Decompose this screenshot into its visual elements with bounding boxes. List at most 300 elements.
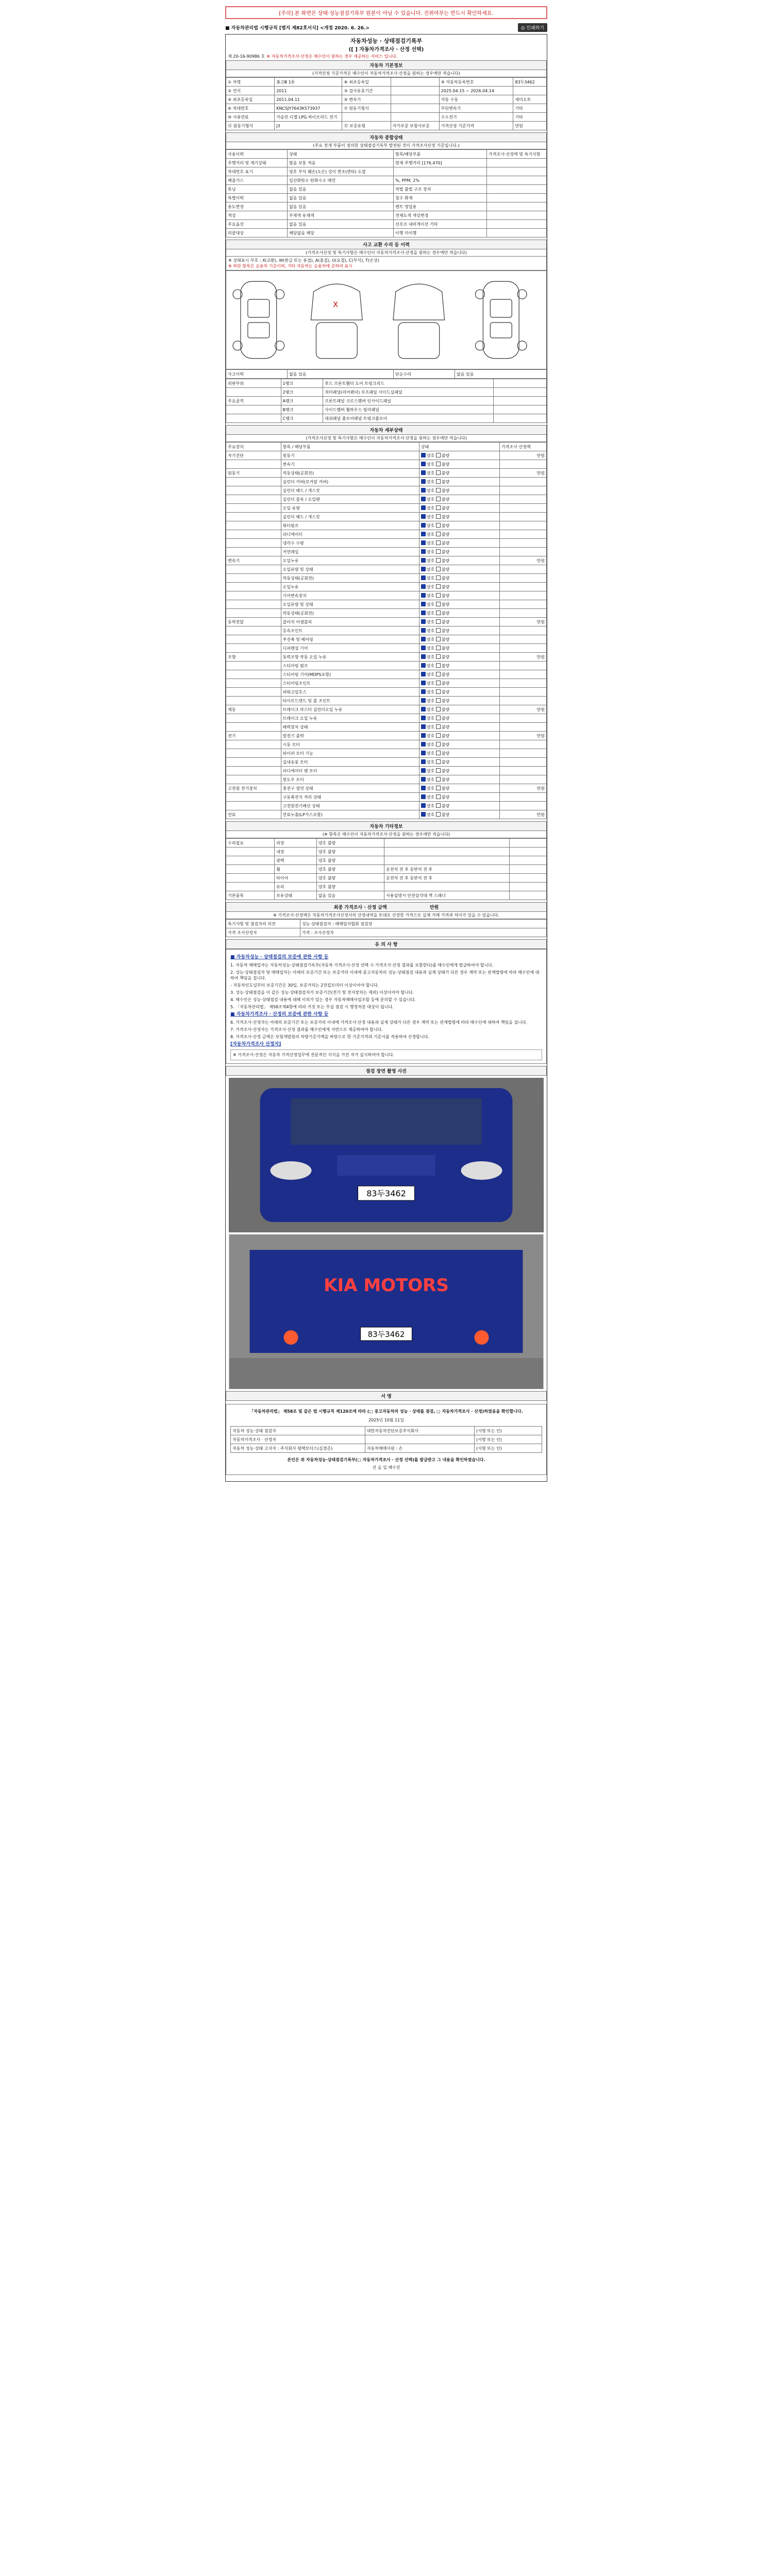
notice2-item: 6. 가격조사·산정자는 아래의 보증기간 또는 보증거리 이내에 가격조사·산정 내용과 실제 상태가 다른 경우 계약 또는 관계법령에 따라 매수인에 대하여 책임을 집니다. [230,1020,528,1025]
detail-item-cell: 연료누출(LP가스포함) [281,810,419,819]
basic-subnote: (가격산정 기준가격은 매수인이 자동차가격조사·산정을 원하는 경우에만 적습니다) [226,70,547,77]
checkbox-bad [436,812,441,817]
repair-value: 없음 있음 [455,370,546,379]
sign-cell: 자동차매매사원 : 손 [365,1444,474,1453]
state-bad-label: 불량 [441,681,450,686]
detail-price-cell [500,697,547,705]
detail-group-cell [226,565,281,574]
basic-cell: 83두3462 [513,78,547,87]
state-good-label: 양호 [426,768,436,773]
detail-price-cell [500,775,547,784]
checkbox-good [421,786,426,790]
state-bad-label: 불량 [441,724,450,730]
basic-cell: ⑪ 원동기형식 [226,122,275,130]
detail-row [226,451,547,460]
checkbox-bad [436,558,441,563]
basic-cell: 가솔린 디젤 LPG 하이브리드 전기 [275,113,342,122]
state-bad-label: 불량 [441,497,450,502]
checkbox-good [421,742,426,747]
basic-table [226,77,547,130]
detail-state-cell [419,758,499,767]
checkbox-good [421,663,426,668]
accident-cell [493,414,546,423]
detail-group-cell [226,767,281,775]
state-good-label: 양호 [426,532,436,537]
state-good-label: 양호 [426,812,436,817]
accident-label: 사고이력 [226,370,288,379]
detail-row [226,460,547,469]
state-good-label: 양호 [426,751,436,756]
state-bad-label: 불량 [441,777,450,782]
detail-price-cell [500,609,547,618]
basic-cell [391,104,439,113]
detail-group-cell [226,749,281,758]
condition-cell: 없음 있음 [287,194,393,202]
state-good-label: 양호 [426,794,436,800]
checkbox-good [421,488,426,493]
detail-item-cell: 오일 유량 [281,504,419,513]
checkbox-good [421,724,426,729]
checkbox-bad [436,672,441,676]
detail-item-cell: 실린더 블록 / 오일팬 [281,495,419,504]
basic-cell: 만원 [513,122,547,130]
detail-header-cell: 상태 [419,443,499,451]
other-row [226,848,547,856]
other-cell [510,856,547,865]
detail-state-cell [419,749,499,758]
state-good-label: 양호 [426,803,436,808]
detail-state-cell [419,556,499,565]
condition-cell: 없음 있음 [287,220,393,229]
detail-header-cell: 주요장치 [226,443,281,451]
detail-price-cell [500,635,547,644]
state-bad-label: 불량 [441,742,450,747]
detail-state-cell [419,521,499,530]
detail-row [226,469,547,478]
checkbox-bad [436,681,441,685]
state-bad-label: 불량 [441,698,450,703]
detail-group-cell [226,548,281,556]
checkbox-bad [436,724,441,729]
basic-cell: 세미오토 [513,95,547,104]
checkbox-bad [436,698,441,703]
accident-table [226,379,547,423]
detail-header-cell: 항목 / 해당부품 [281,443,419,451]
detail-state-cell [419,802,499,810]
detail-state-cell [419,670,499,679]
checkbox-bad [436,733,441,738]
checkbox-good [421,794,426,799]
other-cell: 보유상태 [275,891,317,900]
doc-number-note: ※ 자동차가격조사·산정은 매수인이 원하는 경우 제공하는 서비스 입니다. [266,54,398,59]
detail-row [226,793,547,802]
condition-cell: 일산화탄소 탄화수소 매연 [287,176,393,185]
other-cell [384,848,510,856]
state-good-label: 양호 [426,488,436,493]
detail-group-cell: 변속기 [226,556,281,565]
state-bad-label: 불량 [441,567,450,572]
detail-state-cell [419,810,499,819]
accident-cell [493,388,546,397]
other-cell [226,874,275,883]
basic-cell: KNCSJY7643K573937 [275,104,342,113]
detail-price-cell [500,539,547,548]
state-bad-label: 불량 [441,759,450,765]
state-bad-label: 불량 [441,768,450,773]
page [225,0,547,1482]
doc-number-line [226,53,547,60]
state-good-label: 양호 [426,549,436,554]
basic-cell: 기타 [513,113,547,122]
condition-cell: 전체도색 색상변경 [393,211,486,220]
other-cell: 기본품목 [226,891,275,900]
detail-price-cell [500,548,547,556]
detail-item-cell: 시동 모터 [281,740,419,749]
checkbox-bad [436,575,441,580]
detail-item-cell: 라디에이터 팬 모터 [281,767,419,775]
other-cell [226,856,275,865]
other-cell [510,865,547,874]
detail-row [226,626,547,635]
accident-legend-box [226,257,547,270]
detail-price-cell [500,600,547,609]
detail-item-cell: 타이로드엔드 및 볼 조인트 [281,697,419,705]
state-good-label: 양호 [426,663,436,668]
condition-row [226,220,547,229]
detail-row [226,600,547,609]
detail-price-cell [500,504,547,513]
state-good-label: 양호 [426,672,436,677]
checkbox-good [421,654,426,659]
detail-item-cell: 워터펌프 [281,521,419,530]
basic-cell: ⑨ 자동차등록번호 [439,78,513,87]
detail-item-cell: 배력장치 상태 [281,723,419,732]
detail-price-cell [500,740,547,749]
accident-cell [493,405,546,414]
basic-cell: ⑥ 차대번호 [226,104,275,113]
other-cell: 휠 [275,865,317,874]
state-bad-label: 불량 [441,786,450,791]
accident-cell: 2랭크 [281,388,323,397]
detail-group-cell [226,723,281,732]
detail-price-cell: 만원 [500,705,547,714]
state-bad-label: 불량 [441,584,450,589]
detail-price-cell: 만원 [500,784,547,793]
sign-cell: 자동차 성능·상태 고지자 : 주식회사 평택모터스(김경준) [231,1444,365,1453]
detail-state-cell [419,653,499,662]
detail-state-cell [419,574,499,583]
state-bad-label: 불량 [441,505,450,511]
detail-state-cell [419,504,499,513]
condition-cell: 차대번호 표기 [226,167,288,176]
checkbox-bad [436,593,441,598]
detail-item-cell: 디퍼렌셜 기어 [281,644,419,653]
detail-group-cell [226,758,281,767]
basic-cell: 봉고Ⅲ 1톤 [275,78,342,87]
basic-row [226,122,547,130]
notice2-title: ■ 자동차가격조사 · 산정의 보증에 관한 사항 등 [230,1012,329,1017]
special-table [226,919,547,937]
state-bad-label: 불량 [441,540,450,546]
checkbox-good [421,453,426,457]
state-bad-label: 불량 [441,549,450,554]
condition-cell: 현재 주행거리 [176,470] [393,159,486,167]
basic-cell [513,87,547,95]
checkbox-good [421,497,426,501]
detail-state-cell [419,451,499,460]
sign-date: 2025년 10월 11일 [368,1418,404,1422]
photo-rear-plate: 83두3462 [367,1330,405,1339]
detail-group-cell: 고전원 전기장치 [226,784,281,793]
condition-cell: 해당없음 해당 [287,229,393,238]
detail-group-cell: 연료 [226,810,281,819]
checkbox-good [421,540,426,545]
basic-cell: ⑩ 사용연료 [226,113,275,122]
checkbox-bad [436,759,441,764]
condition-cell: 선루프 내비게이션 기타 [393,220,486,229]
state-good-label: 양호 [426,497,436,502]
checkbox-good [421,681,426,685]
checkbox-bad [436,794,441,799]
condition-row [226,167,547,176]
detail-row [226,618,547,626]
condition-cell: 색상 [226,211,288,220]
checkbox-good [421,593,426,598]
accident-cell: 프론트패널 크로스멤버 인사이드패널 [323,397,493,405]
detail-row [226,513,547,521]
state-bad-label: 불량 [441,602,450,607]
detail-item-cell: 커먼레일 [281,548,419,556]
inspection-document [225,34,547,1482]
detail-price-cell: 만원 [500,618,547,626]
other-cell: 양호 불량 [316,865,384,874]
accident-cell: C랭크 [281,414,323,423]
basic-cell [391,78,439,87]
detail-item-cell: 실린더 커버(로커암 커버) [281,478,419,486]
detail-item-cell: 오일누유 [281,556,419,565]
detail-state-cell [419,635,499,644]
detail-item-cell: 브레이크 마스터 실린더오일 누유 [281,705,419,714]
print-button[interactable]: ⎙ 인쇄하기 [518,23,547,32]
detail-state-cell [419,662,499,670]
checkbox-bad [436,584,441,589]
notes-heading: 유 의 사 항 [226,939,547,949]
car-diagram [226,270,547,369]
basic-row [226,95,547,104]
detail-state-cell [419,609,499,618]
basic-cell: J3 [275,122,342,130]
condition-cell [487,211,547,220]
basic-cell: ⑦ 원동기형식 [342,104,391,113]
detail-group-cell: 제동 [226,705,281,714]
receive-statement: 본인은 위 자동차성능·상태점검기록부(□ 자동차가격조사 · 산정 선택)를 발급받고 그 내용을 확인하였습니다. [287,1458,485,1462]
state-good-label: 양호 [426,637,436,642]
checkbox-bad [436,619,441,624]
detail-group-cell: 전기 [226,732,281,740]
state-good-label: 양호 [426,759,436,765]
basic-cell: ④ 최초등록일 [226,95,275,104]
detail-row [226,758,547,767]
accident-row [226,379,547,388]
other-row [226,883,547,891]
checkbox-bad [436,803,441,808]
condition-cell: 배출가스 [226,176,288,185]
notice2-item: 8. 가격조사·산정 금액은 보험개발원의 차량기준가액을 바탕으로 한 기준가격과 기준서를 적용하여 산정합니다. [230,1035,429,1039]
detail-price-cell [500,802,547,810]
other-cell [384,856,510,865]
doc-title: 자동차성능 · 상태점검기록부 [350,38,423,44]
condition-cell: 무채색 유채색 [287,211,393,220]
detail-group-cell [226,697,281,705]
sign-cell: (서명 또는 인) [475,1427,542,1435]
condition-row [226,159,547,167]
detail-item-cell: 변속기 [281,460,419,469]
detail-row [226,775,547,784]
accident-row [226,388,547,397]
detail-group-cell [226,670,281,679]
receive-name: 선 을 일 해수진 [372,1465,400,1470]
condition-subnote: (주요 전개 부품이 정의한 상태점검기록부 발전된 것이 가격조사산정 기준입니다.) [226,142,547,149]
detail-item-cell: 스티어링조인트 [281,679,419,688]
other-cell [510,839,547,848]
detail-item-cell: 실린더 헤드 / 개스킷 [281,513,419,521]
special-label-1: 특기사항 및 점검자의 의견 [226,920,300,928]
state-good-label: 양호 [426,707,436,712]
detail-item-cell: 동력조향 작동 오일 누유 [281,653,419,662]
detail-price-cell: 만원 [500,556,547,565]
other-cell: 운전석 전 후 동반석 전 후 [384,865,510,874]
condition-cell [487,185,547,194]
detail-row [226,530,547,539]
detail-group-cell [226,574,281,583]
condition-cell [487,167,547,176]
other-cell [510,874,547,883]
detail-row [226,767,547,775]
accident-legend: ※ 상태표시 부호 : X(교환), W(판금 또는 용접), A(흠집), U(요철), C(부식), T(손상) [228,258,379,263]
detail-state-cell [419,548,499,556]
checkbox-good [421,777,426,782]
basic-cell: ⑤ 변속기 [342,95,391,104]
other-row [226,856,547,865]
accident-cell: 쿼터패널(리어펜더) 루프패널 사이드실패널 [323,388,493,397]
notice2-item: 7. 가격조사·산정자는 가격조사·산정 결과를 매수인에게 서면으로 제공하여야 합니다. [230,1027,383,1032]
detail-row [226,662,547,670]
detail-item-cell: 원동기 [281,451,419,460]
notice1-item: 3. 성능·상태점검을 이 같은 성능·상태점검자가 보증기간(전기 및 전자장치는 제외) 이상이어야 합니다. [230,990,414,995]
checkbox-bad [436,470,441,475]
condition-cell: 가격조사·산정액 및 특기사항 [487,150,547,159]
detail-price-cell: 만원 [500,469,547,478]
basic-cell: 2011 [275,87,342,95]
doc-subtitle: ([ ] 자동차가격조사 · 산정 선택) [348,47,424,53]
other-subnote: (※ 항목은 매수인이 자동차가격조사·산정을 원하는 경우에만 적습니다) [226,831,547,838]
detail-state-cell [419,705,499,714]
accident-cell: 사이드멤버 휠하우스 필러패널 [323,405,493,414]
checkbox-good [421,549,426,554]
checkbox-bad [436,663,441,668]
detail-state-cell [419,591,499,600]
other-cell: 양호 불량 [316,839,384,848]
checkbox-bad [436,742,441,747]
detail-price-cell [500,749,547,758]
detail-row [226,478,547,486]
damage-mark: X [333,301,338,310]
state-good-label: 양호 [426,558,436,563]
detail-table [226,442,547,819]
state-good-label: 양호 [426,619,436,624]
condition-cell [487,229,547,238]
condition-table [226,149,547,238]
checkbox-good [421,619,426,624]
detail-price-cell: 만원 [500,810,547,819]
detail-group-cell [226,688,281,697]
car-side-left [233,281,284,359]
detail-price-cell [500,495,547,504]
basic-cell [342,113,391,122]
state-bad-label: 불량 [441,514,450,519]
detail-state-cell [419,644,499,653]
state-good-label: 양호 [426,628,436,633]
detail-group-cell [226,802,281,810]
detail-price-cell [500,767,547,775]
condition-cell [487,176,547,185]
state-bad-label: 불량 [441,488,450,493]
photo-rear-brand: KIA MOTORS [324,1275,449,1296]
detail-item-cell: 냉각수 수량 [281,539,419,548]
state-bad-label: 불량 [441,532,450,537]
detail-price-cell [500,591,547,600]
detail-group-cell [226,504,281,513]
basic-cell: 2011.04.11 [275,95,342,104]
sign-cell: (서명 또는 인) [475,1435,542,1444]
detail-state-cell [419,583,499,591]
detail-price-cell [500,688,547,697]
state-good-label: 양호 [426,584,436,589]
condition-cell: 리콜대상 [226,229,288,238]
basic-cell: 자동 수동 [439,95,513,104]
checkbox-bad [436,646,441,650]
detail-item-cell: 작동상태(공회전) [281,469,419,478]
detail-price-cell [500,513,547,521]
detail-row [226,697,547,705]
state-good-label: 양호 [426,611,436,616]
detail-row [226,679,547,688]
state-good-label: 양호 [426,654,436,659]
state-bad-label: 불량 [441,654,450,659]
notice-block [226,949,547,1064]
state-bad-label: 불량 [441,575,450,581]
detail-state-cell [419,460,499,469]
state-good-label: 양호 [426,523,436,528]
detail-row [226,802,547,810]
detail-row [226,583,547,591]
notice1-item: - 자동차인도일부터 보증기간은 30일, 보증거리는 2천킬로미터 이상이어야 합니다. [230,983,379,988]
accident-cell: 1랭크 [281,379,323,388]
checkbox-bad [436,549,441,554]
basic-cell: 2025.04.15 ~ 2026.04.14 [439,87,513,95]
state-bad-label: 불량 [441,663,450,668]
checkbox-bad [436,611,441,615]
checkbox-good [421,532,426,536]
sign-row [231,1444,542,1453]
condition-row [226,202,547,211]
detail-row [226,504,547,513]
accident-cell [226,405,281,414]
state-good-label: 양호 [426,733,436,738]
checkbox-bad [436,628,441,633]
checkbox-good [421,751,426,755]
detail-price-cell [500,662,547,670]
